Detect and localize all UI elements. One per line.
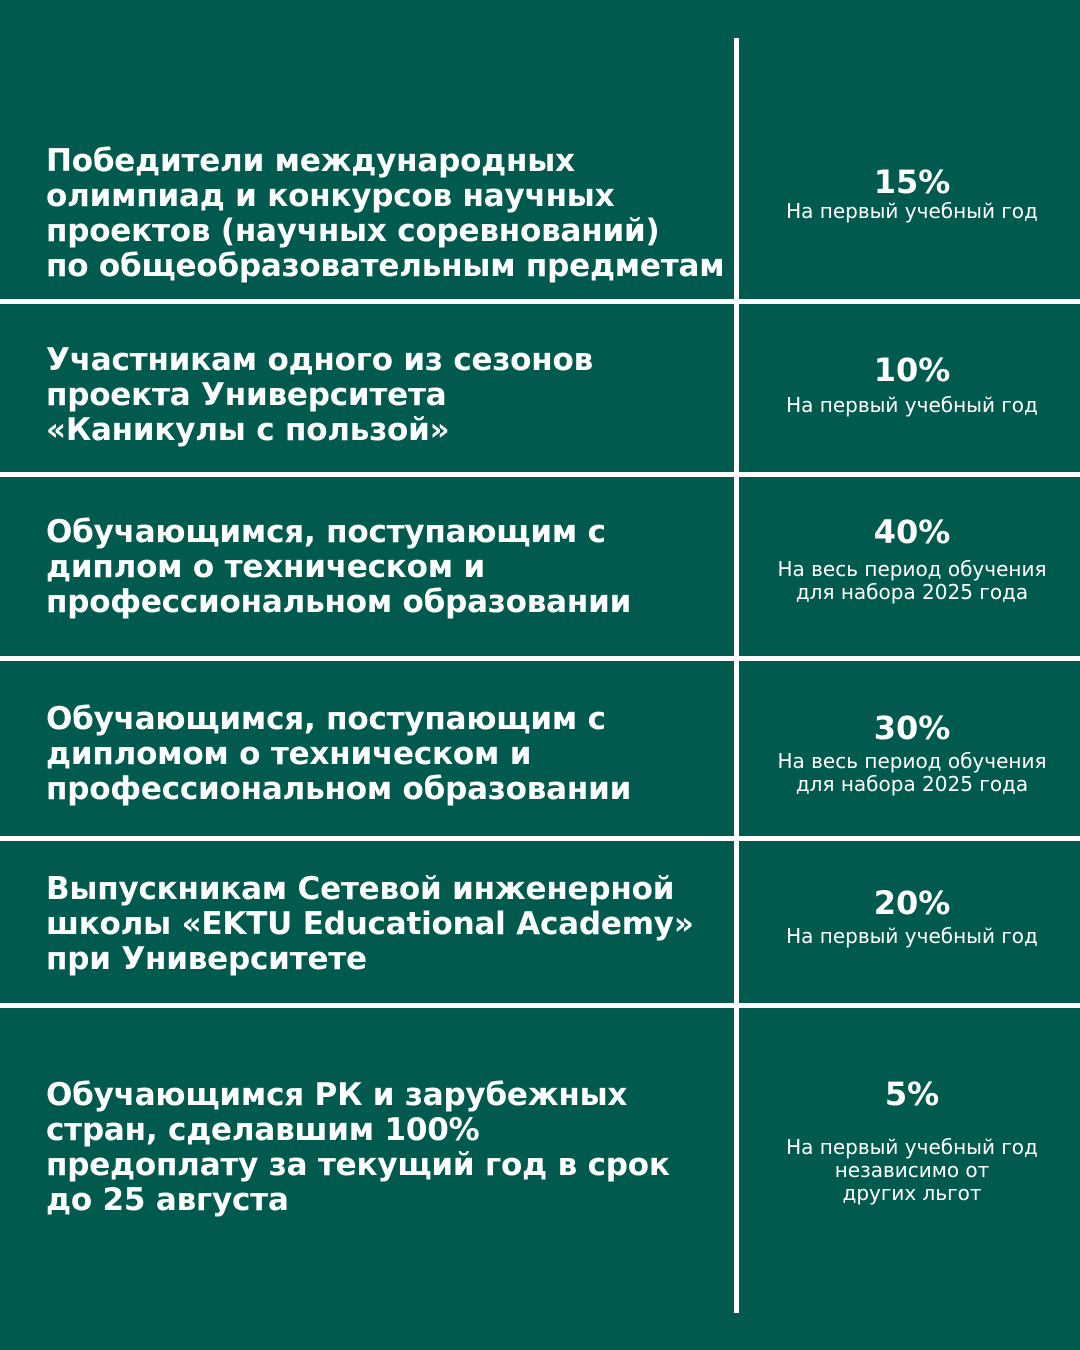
discount-percent: 5% <box>884 1075 940 1113</box>
row-divider <box>0 472 1080 477</box>
discount-criteria: Победители международных олимпиад и конкурсов научных проектов (научных соревнований) по общеобразовательным предметам <box>46 143 725 284</box>
discount-value <box>744 164 1080 223</box>
discount-criteria: Обучающимся, поступающим с дипломом о техническом и профессиональном образовании <box>46 701 632 807</box>
discount-value <box>744 514 1080 604</box>
discount-criteria: Участникам одного из сезонов проекта Университета «Каникулы с пользой» <box>46 342 593 448</box>
discount-period: На первый учебный год <box>786 393 1038 417</box>
discount-period: На первый учебный год <box>786 199 1038 223</box>
discount-value <box>744 352 1080 417</box>
discount-period: На весь период обучения для набора 2025 года <box>777 749 1047 796</box>
discount-period: На первый учебный год <box>786 924 1038 948</box>
row-divider <box>0 656 1080 661</box>
row-divider <box>0 836 1080 841</box>
column-divider <box>734 38 739 1313</box>
discount-criteria: Обучающимся РК и зарубежных стран, сделавшим 100% предоплату за текущий год в срок до 25 августа <box>46 1077 670 1218</box>
row-divider <box>0 299 1080 304</box>
discount-criteria: Выпускникам Сетевой инженерной школы «EKTU Educational Academy» при Университете <box>46 871 694 977</box>
discount-value <box>744 710 1080 796</box>
discount-percent: 30% <box>873 709 951 747</box>
row-divider <box>0 1003 1080 1008</box>
discount-period: На первый учебный год независимо от других льгот <box>786 1135 1038 1205</box>
discount-percent: 40% <box>873 513 951 551</box>
discount-percent: 20% <box>873 884 951 922</box>
discount-period: На весь период обучения для набора 2025 года <box>777 557 1047 604</box>
discount-percent: 15% <box>873 163 951 201</box>
discount-value <box>744 1076 1080 1205</box>
discount-percent: 10% <box>873 351 951 389</box>
discount-criteria: Обучающимся, поступающим с диплом о техническом и профессиональном образовании <box>46 514 632 620</box>
discount-value <box>744 885 1080 948</box>
